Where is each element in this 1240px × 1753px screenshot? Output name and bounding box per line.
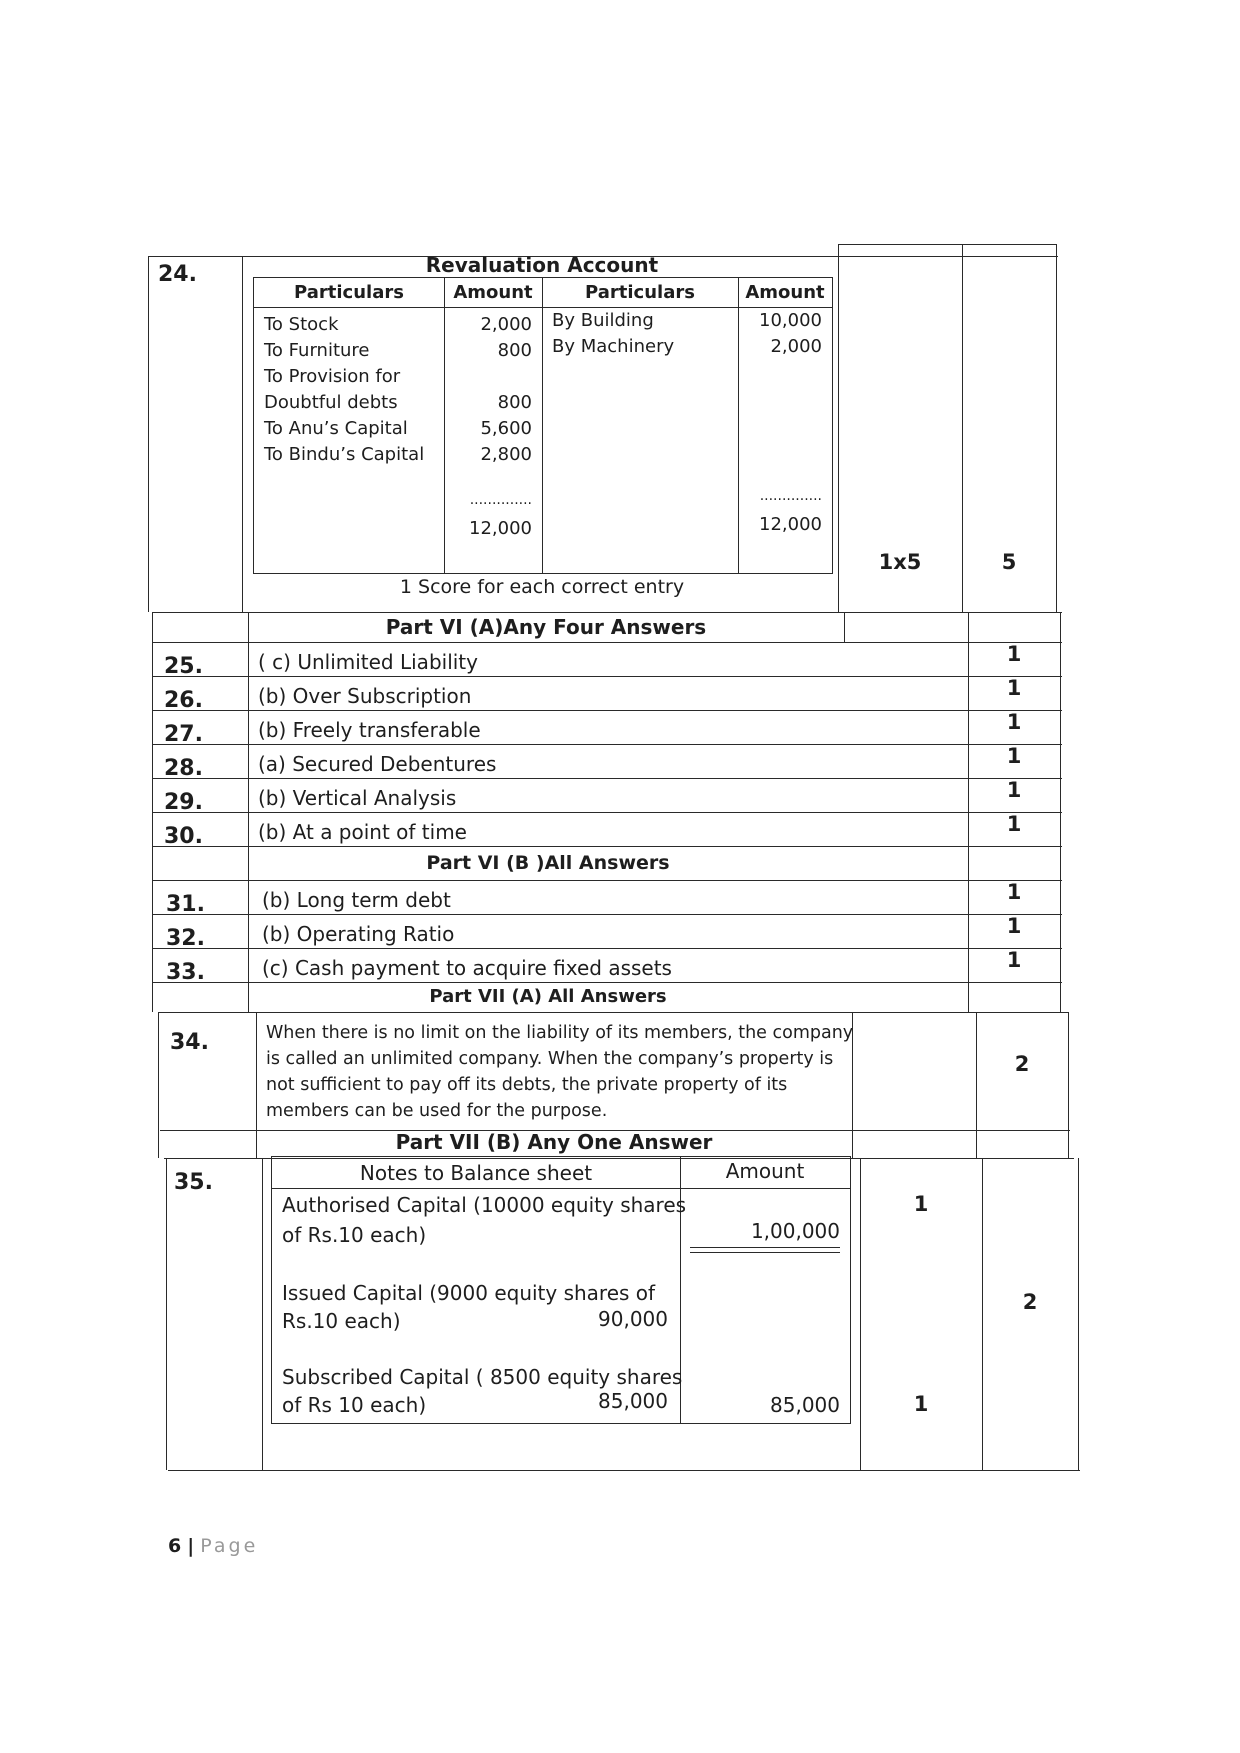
grid-line	[152, 982, 1062, 983]
grid-line	[158, 1012, 159, 1158]
mark: 1	[1006, 744, 1022, 768]
note-line: Issued Capital (9000 equity shares of	[282, 1281, 656, 1305]
note-inner-amount: 90,000	[598, 1307, 668, 1331]
revaluation-account-table	[253, 277, 833, 574]
answer-text: (b) Freely transferable	[258, 718, 481, 742]
question-number: 30.	[164, 824, 203, 849]
question-number: 24.	[158, 262, 197, 287]
note-inner-amount: 85,000	[598, 1389, 668, 1413]
total-rule: ..............	[759, 488, 822, 504]
grid-line	[152, 914, 1062, 915]
notes-to-balance-sheet-table	[271, 1156, 851, 1424]
column-header: Particulars	[254, 278, 444, 308]
grid-line	[982, 1158, 983, 1470]
debit-amount: 5,600	[480, 418, 532, 439]
column-header: Particulars	[542, 278, 738, 308]
note-amount: 1,00,000	[750, 1219, 840, 1243]
answer-line: When there is no limit on the liability of its members, the company	[266, 1023, 854, 1043]
grid-line	[1056, 244, 1057, 612]
answer-line: not sufficient to pay off its debts, the private property of its	[266, 1075, 788, 1095]
answer-text: (b) Long term debt	[262, 888, 451, 912]
credit-item: By Machinery	[552, 336, 675, 357]
debit-amount: 800	[497, 392, 532, 413]
mark: 1	[1006, 914, 1022, 938]
grid-line	[242, 256, 243, 612]
note-line: Rs.10 each)	[282, 1309, 401, 1333]
mark-total: 2	[1022, 1290, 1038, 1314]
grid-line	[976, 1012, 977, 1158]
credit-total: 12,000	[759, 514, 822, 535]
double-underline	[690, 1247, 840, 1253]
mark: 1	[1006, 948, 1022, 972]
debit-amount: 800	[497, 340, 532, 361]
answer-text: (c) Cash payment to acquire fixed assets	[262, 956, 672, 980]
mark: 1	[1006, 676, 1022, 700]
question-number: 25.	[164, 654, 203, 679]
grid-line	[1060, 612, 1061, 1012]
question-number: 33.	[166, 960, 205, 985]
account-title: Revaluation Account	[425, 253, 659, 277]
question-number: 29.	[164, 790, 203, 815]
grid-line	[248, 612, 249, 1012]
column-divider	[542, 278, 543, 573]
debit-total: 12,000	[469, 518, 532, 539]
grid-line	[1078, 1158, 1079, 1470]
page-number: 6	[168, 1535, 182, 1557]
grid-line	[152, 612, 153, 1012]
debit-item: To Provision for	[264, 366, 401, 387]
mark: 1	[1006, 710, 1022, 734]
credit-amount: 10,000	[759, 310, 822, 331]
section-heading: Part VII (B) Any One Answer	[395, 1130, 713, 1154]
question-number: 31.	[166, 892, 205, 917]
mark: 1	[1006, 880, 1022, 904]
grid-line	[168, 1470, 1080, 1471]
question-number: 32.	[166, 926, 205, 951]
grid-line	[158, 1012, 1068, 1013]
section-heading: Part VII (A) All Answers	[429, 986, 667, 1007]
grid-line	[262, 1158, 263, 1470]
question-number: 35.	[174, 1170, 213, 1195]
mark: 1	[913, 1392, 929, 1416]
debit-amount: 2,800	[480, 444, 532, 465]
grid-line	[1068, 1012, 1069, 1158]
debit-amount: 2,000	[480, 314, 532, 335]
grid-line	[844, 612, 845, 642]
grid-line	[838, 244, 1056, 245]
question-number: 26.	[164, 688, 203, 713]
answer-text: ( c) Unlimited Liability	[258, 650, 478, 674]
scoring-note: 1 Score for each correct entry	[399, 576, 685, 598]
answer-line: members can be used for the purpose.	[266, 1101, 608, 1121]
grid-line	[152, 676, 1062, 677]
mark: 1	[913, 1192, 929, 1216]
debit-item: To Anu’s Capital	[264, 418, 408, 439]
mark: 1	[1006, 642, 1022, 666]
grid-line	[152, 880, 1062, 881]
total-rule: ..............	[469, 492, 532, 508]
answer-text: (b) At a point of time	[258, 820, 467, 844]
grid-line	[152, 642, 1062, 643]
grid-line	[152, 710, 1062, 711]
note-line: of Rs 10 each)	[282, 1393, 427, 1417]
column-header: Amount	[444, 278, 542, 308]
column-header: Notes to Balance sheet	[359, 1161, 593, 1185]
answer-text: (b) Operating Ratio	[262, 922, 455, 946]
question-number: 27.	[164, 722, 203, 747]
grid-line	[166, 1158, 167, 1470]
mark: 2	[1014, 1052, 1030, 1076]
grid-line	[152, 812, 1062, 813]
mark: 1	[1006, 812, 1022, 836]
question-number: 28.	[164, 756, 203, 781]
mark-total: 5	[1001, 550, 1017, 574]
grid-line	[152, 948, 1062, 949]
footer-separator: |	[187, 1535, 195, 1557]
note-amount: 85,000	[770, 1393, 840, 1417]
credit-amount: 2,000	[770, 336, 822, 357]
debit-item: To Stock	[264, 314, 339, 335]
column-header: Amount	[738, 278, 832, 308]
answer-text: (a) Secured Debentures	[258, 752, 497, 776]
question-number: 34.	[170, 1030, 209, 1055]
grid-line	[152, 846, 1062, 847]
answer-text: (b) Over Subscription	[258, 684, 472, 708]
mark: 1	[1006, 778, 1022, 802]
debit-item: To Bindu’s Capital	[264, 444, 425, 465]
answer-paragraph	[266, 1020, 853, 1124]
debit-item: To Furniture	[264, 340, 370, 361]
credit-item: By Building	[552, 310, 654, 331]
debit-item: Doubtful debts	[264, 392, 398, 413]
mark-split: 1x5	[878, 550, 922, 574]
column-header: Amount	[725, 1159, 805, 1183]
page-label: Page	[200, 1535, 259, 1557]
section-heading: Part VI (B )All Answers	[426, 852, 670, 874]
header-rule	[272, 1188, 850, 1189]
section-heading: Part VI (A)Any Four Answers	[385, 615, 707, 639]
answer-text: (b) Vertical Analysis	[258, 786, 457, 810]
grid-line	[152, 612, 1062, 613]
note-line: Authorised Capital (10000 equity shares	[282, 1193, 687, 1217]
grid-line	[152, 778, 1062, 779]
note-line: Subscribed Capital ( 8500 equity shares	[282, 1365, 683, 1389]
note-line: of Rs.10 each)	[282, 1223, 427, 1247]
answer-line: is called an unlimited company. When the company’s property is	[266, 1049, 834, 1069]
grid-line	[152, 744, 1062, 745]
page-footer	[168, 1535, 258, 1557]
grid-line	[148, 256, 149, 612]
